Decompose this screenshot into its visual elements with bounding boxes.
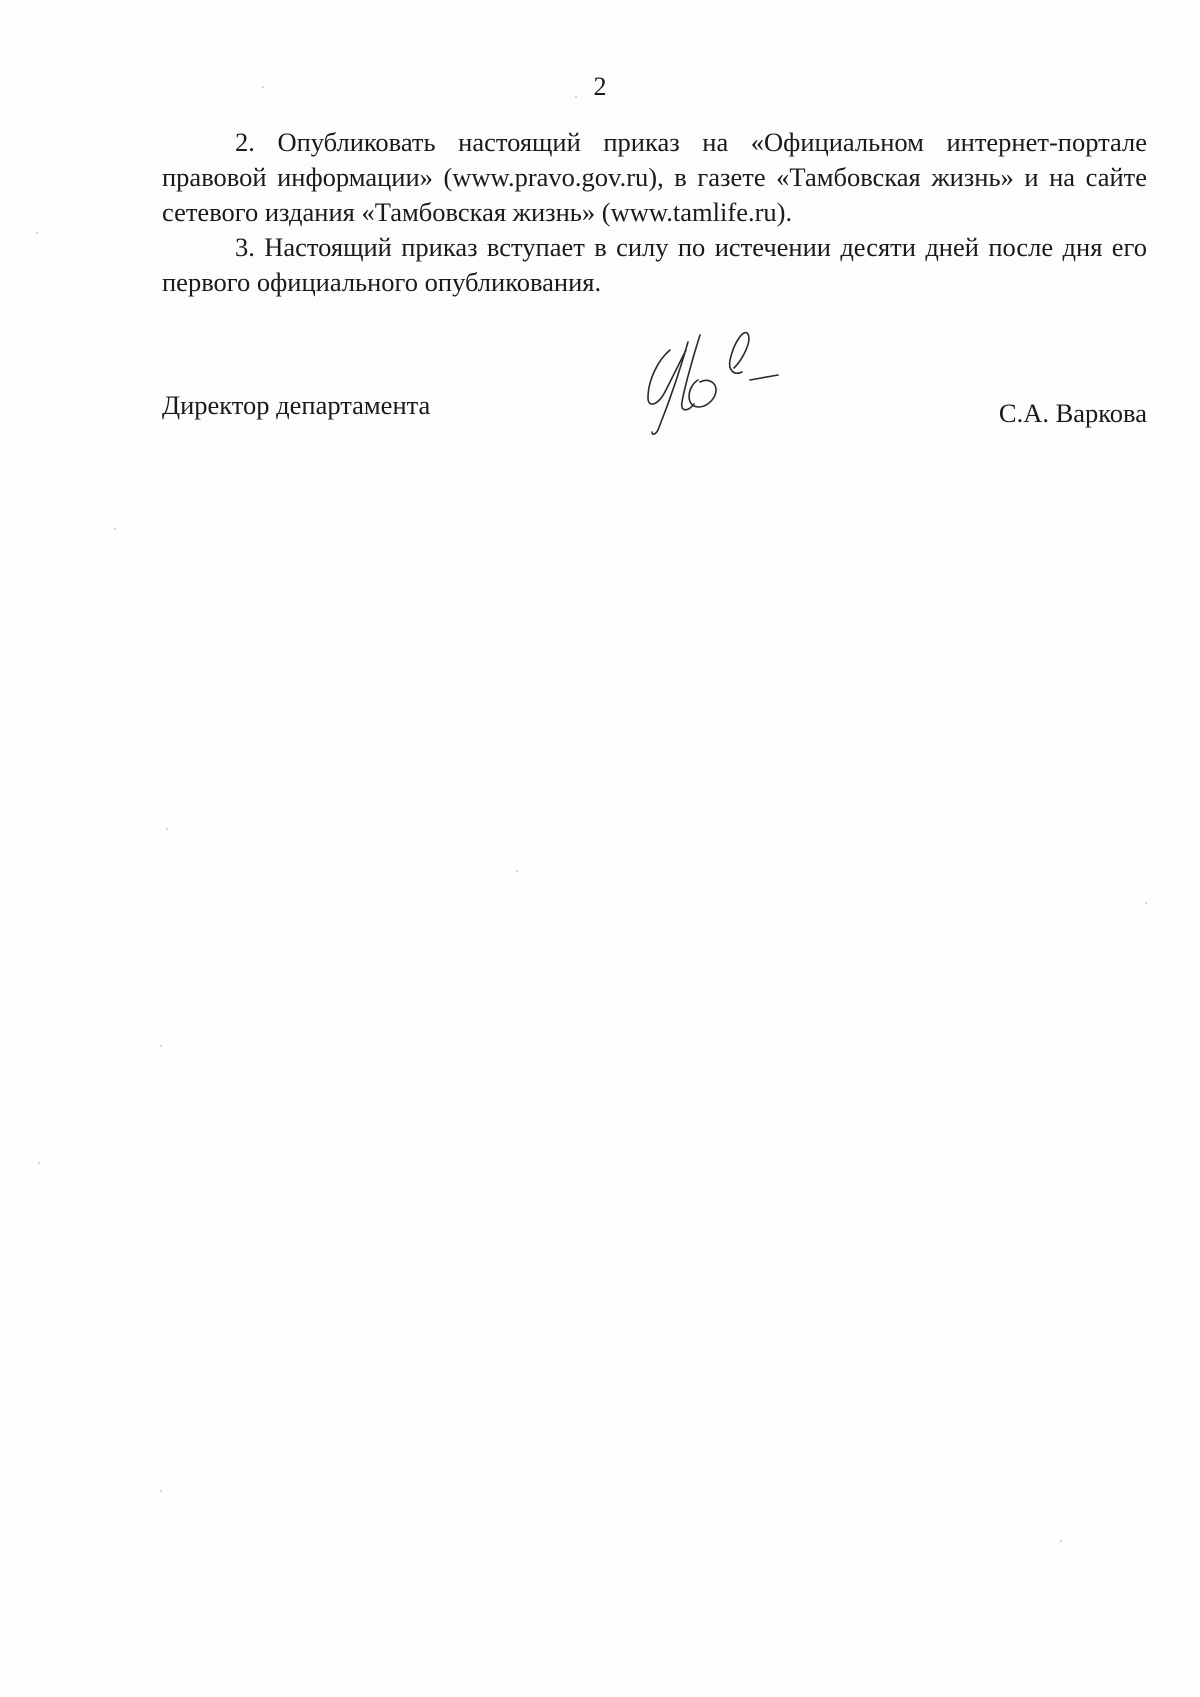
scan-speck: [114, 528, 116, 530]
scan-speck: [516, 870, 518, 872]
signer-name: С.А. Варкова: [998, 398, 1147, 428]
handwritten-signature: [630, 320, 800, 440]
scan-speck: [1060, 1540, 1062, 1542]
scan-speck: [166, 828, 168, 830]
paragraph-entry-into-force: 3. Настоящий приказ вступает в силу по истечении десяти дней после дня его первого официального опубликования.: [162, 232, 1147, 297]
scan-speck: [262, 86, 264, 88]
document-body: [162, 125, 1147, 300]
page-number: 2: [593, 72, 607, 101]
scan-speck: [36, 232, 38, 234]
signer-position: Директор департамента: [162, 390, 431, 420]
scan-speck: [160, 1490, 162, 1492]
paragraph-publication: 2. Опубликовать настоящий приказ на «Официальном интернет-портале правовой информации» (www.pravo.gov.ru), в газете «Тамбовская жизнь» и на сайте сетевого издания «Тамбовская жизнь» (www.tamlife.ru).: [162, 127, 1147, 227]
scan-speck: [1145, 902, 1147, 904]
scan-speck: [160, 1045, 162, 1047]
scan-speck: [575, 96, 577, 98]
scan-speck: [38, 1162, 40, 1164]
